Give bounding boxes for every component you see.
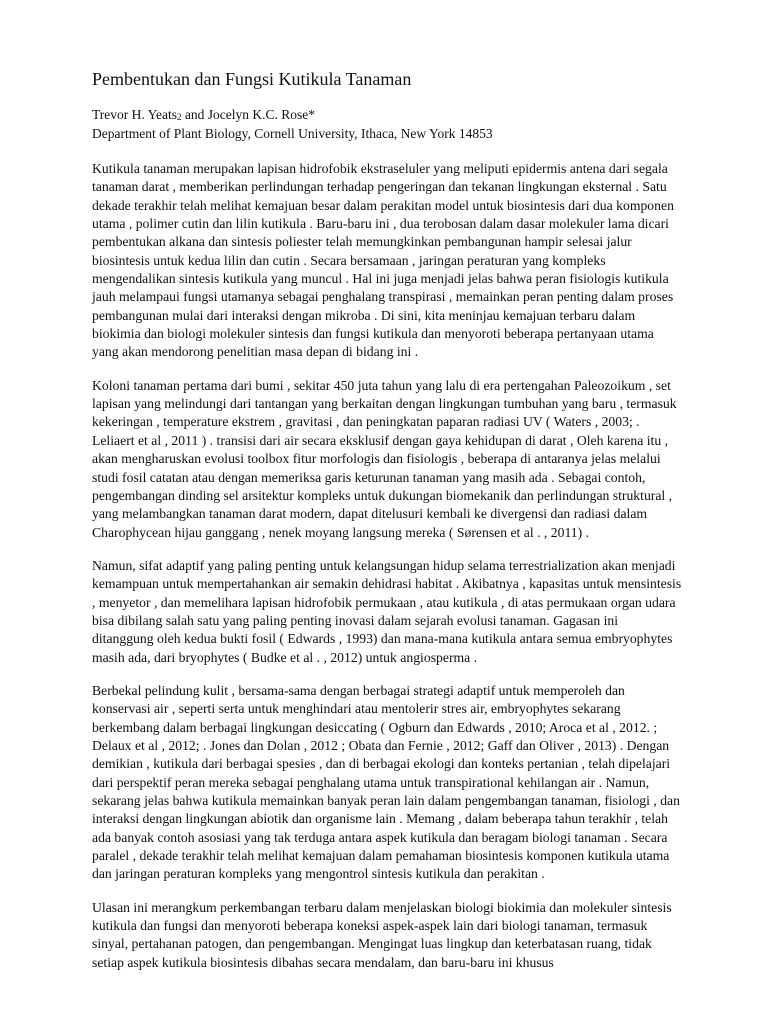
paragraph: Kutikula tanaman merupakan lapisan hidrofobik ekstraseluler yang meliputi epidermis antena dari segala tanaman darat , memberikan perlindungan terhadap pengeringan dan tekanan lingkungan eksternal . Satu dekade terakhir telah melihat kemajuan besar dalam perakitan model untuk biosintesis dari dua komponen utama , polimer cutin dan lilin kutikula . Baru-baru ini , dua terobosan dalam dasar molekuler lama dicari pembentukan alkana dan sintesis poliester telah memungkinkan pembangunan hampir selesai jalur biosintesis untuk kedua lilin dan cutin . Secara bersamaan , jaringan peraturan yang kompleks mengendalikan sintesis kutikula yang muncul . Hal ini juga menjadi jelas bahwa peran fisiologis kutikula jauh melampaui fungsi utamanya sebagai penghalang transpirasi , memainkan peran penting dalam proses pembangunan mulai dari interaksi dengan mikroba . Di sini, kita meninjau kemajuan terbaru dalam biokimia dan biologi molekuler sintesis dan fungsi kutikula dan menyoroti beberapa pertanyaan utama yang akan mendorong penelitian masa depan di bidang ini . — [92, 161, 674, 360]
affiliation: Department of Plant Biology, Cornell University, Ithaca, New York 14853 — [92, 126, 493, 141]
document-page — [92, 68, 682, 987]
paragraph: Namun, sifat adaptif yang paling penting untuk kelangsungan hidup selama terrestrialization akan menjadi kemampuan untuk mempertahankan air semakin dehidrasi habitat . Akibatnya , kapasitas untuk mensintesis , menyetor , dan memelihara lapisan hidrofobik permukaan , atau kutikula , di atas permukaan organ udara bisa dibilang salah satu yang paling penting inovasi dalam sejarah evolusi tanaman. Gagasan ini ditanggung oleh kedua bukti fosil ( Edwards , 1993) dan mana-mana kutikula antara semua embryophytes masih ada, dari bryophytes ( Budke et al . , 2012) untuk angiosperma . — [92, 557, 682, 665]
authors-line — [92, 106, 682, 125]
author-footnote-marker: 2 — [177, 112, 182, 122]
paragraph: Berbekal pelindung kulit , bersama-sama dengan berbagai strategi adaptif untuk memperoleh dan konservasi air , seperti serta untuk menghindari atau mentolerir stres air, embryophytes sekarang berkembang dalam berbagai lingkungan desiccating ( Ogburn dan Edwards , 2010; Aroca et al , 2012. ; Delaux et al , 2012; . Jones dan Dolan , 2012 ; Obata dan Fernie , 2012; Gaff dan Oliver , 2013) . Dengan demikian , kutikula dari berbagai spesies , dan di berbagai ekologi dan konteks pertanian , telah dipelajari dari perspektif peran mereka sebagai penghalang utama untuk transpirational kehilangan air . Namun, sekarang jelas bahwa kutikula memainkan banyak peran lain dalam pengembangan tanaman, fisiologi , dan interaksi dengan lingkungan abiotik dan organisme lain . Memang , dalam beberapa tahun terakhir , telah ada banyak contoh asosiasi yang tak terduga antara aspek kutikula dan beragam biologi tanaman . Secara paralel , dekade terakhir telah melihat kemajuan dalam pemahaman biosintesis komponen kutikula utama dan jaringan peraturan kompleks yang mengontrol sintesis kutikula dan perakitan . — [92, 682, 680, 882]
paragraph: Koloni tanaman pertama dari bumi , sekitar 450 juta tahun yang lalu di era pertengahan Paleozoikum , set lapisan yang melindungi dari tantangan yang berkaitan dengan lingkungan tumbuhan yang baru , termasuk kekeringan , temperature ekstrem , gravitasi , dan peningkatan paparan radiasi UV ( Waters , 2003; . Leliaert et al , 2011 ) . transisi dari air secara eksklusif dengan gaya kehidupan di darat , Oleh karena itu , akan mengharuskan evolusi toolbox fitur morfologis dan fisiologis , beberapa di antaranya jelas melalui studi fosil catatan atau dengan memeriksa garis keturunan tanaman yang masih ada . Sebagai contoh, pengembangan dinding sel arsitektur kompleks untuk dukungan biomekanik dan perlindungan struktural , yang melambangkan tanaman darat modern, dapat ditelusuri kembali ke divergensi dan radiasi dalam Charophycean hijau ganggang , nenek moyang langsung mereka ( Sørensen et al . , 2011) . — [92, 377, 677, 540]
author-names-rest: and Jocelyn K.C. Rose* — [181, 107, 315, 122]
author-name: Trevor H. Yeats — [92, 107, 178, 122]
page-title: Pembentukan dan Fungsi Kutikula Tanaman — [92, 69, 412, 89]
paragraph: Ulasan ini merangkum perkembangan terbaru dalam menjelaskan biologi biokimia dan molekuler sintesis kutikula dan fungsi dan menyoroti beberapa koneksi aspek-aspek lain dari biologi tanaman, termasuk sinyal, pertahanan patogen, dan pengembangan. Mengingat luas lingkup dan keterbatasan ruang, tidak setiap aspek kutikula biosintesis dibahas secara mendalam, dan baru-baru ini khusus — [92, 899, 672, 970]
